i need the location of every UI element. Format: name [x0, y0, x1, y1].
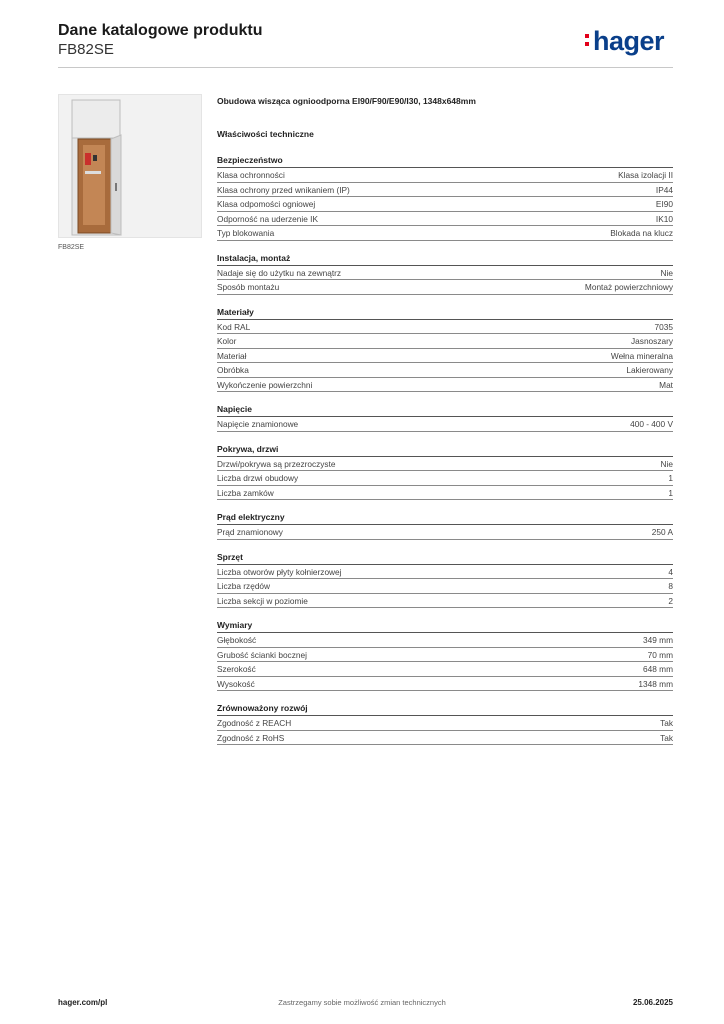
spec-row — [217, 226, 673, 241]
spec-label: Obróbka — [217, 365, 249, 375]
section-title: Pokrywa, drzwi — [217, 443, 673, 457]
spec-row — [217, 334, 673, 349]
spec-value: 4 — [668, 566, 673, 577]
spec-label: Kolor — [217, 336, 237, 346]
spec-value: 1 — [668, 473, 673, 483]
product-code: FB82SE — [58, 41, 114, 58]
spec-section — [217, 403, 673, 432]
spec-row — [217, 266, 673, 281]
spec-section — [217, 252, 673, 295]
cabinet-illustration — [59, 95, 201, 237]
spec-section — [217, 511, 673, 540]
spec-value: Tak — [660, 732, 673, 743]
spec-value: IP44 — [655, 184, 673, 195]
spec-label: Liczba drzwi obudowy — [217, 473, 299, 483]
spec-section — [217, 551, 673, 609]
spec-label: Sposób montażu — [217, 282, 280, 292]
spec-row — [217, 565, 673, 580]
spec-label: Liczba zamków — [217, 487, 274, 498]
spec-label: Drzwi/pokrywa są przezroczyste — [217, 458, 336, 469]
spec-sections — [217, 154, 673, 745]
spec-value: Tak — [660, 718, 673, 728]
section-title: Napięcie — [217, 403, 673, 417]
spec-row — [217, 212, 673, 227]
spec-row — [217, 731, 673, 746]
spec-row — [217, 525, 673, 540]
spec-row — [217, 594, 673, 609]
spec-label: Wysokość — [217, 678, 255, 689]
spec-label: Kod RAL — [217, 321, 251, 332]
spec-value: 8 — [668, 581, 673, 591]
logo-dots-icon — [585, 34, 589, 50]
spec-row — [217, 349, 673, 364]
spec-label: Szerokość — [217, 664, 256, 674]
spec-value: Mat — [659, 379, 673, 390]
section-title: Instalacja, montaż — [217, 252, 673, 266]
spec-label: Liczba otworów płyty kołnierzowej — [217, 566, 342, 577]
spec-label: Napięcie znamionowe — [217, 419, 299, 429]
spec-value: Lakierowany — [626, 365, 673, 375]
spec-value: 1 — [668, 487, 673, 498]
spec-row — [217, 716, 673, 731]
spec-value: 349 mm — [643, 635, 673, 645]
spec-label: Grubość ścianki bocznej — [217, 649, 307, 660]
hager-logo[interactable] — [593, 26, 664, 57]
spec-row — [217, 320, 673, 335]
spec-row — [217, 648, 673, 663]
spec-value: 400 - 400 V — [630, 419, 673, 429]
page-title: Dane katalogowe produktu — [58, 22, 263, 39]
footer-disclaimer: Zastrzegamy sobie możliwość zmian technicznych — [278, 998, 446, 1007]
spec-label: Prąd znamionowy — [217, 527, 283, 537]
spec-value: Montaż powierzchniowy — [584, 282, 673, 292]
spec-label: Odporność na uderzenie IK — [217, 213, 319, 224]
spec-row — [217, 363, 673, 378]
spec-row — [217, 378, 673, 393]
spec-value: Klasa izolacji II — [618, 170, 673, 180]
section-title: Prąd elektryczny — [217, 511, 673, 525]
section-title: Zrównoważony rozwój — [217, 702, 673, 716]
spec-label: Klasa ochrony przed wnikaniem (IP) — [217, 184, 350, 195]
section-title: Wymiary — [217, 619, 673, 633]
image-caption: FB82SE — [58, 244, 85, 251]
spec-row — [217, 677, 673, 692]
spec-value: 250 A — [651, 527, 673, 537]
footer-website[interactable]: hager.com/pl — [58, 998, 108, 1007]
spec-value: Nie — [660, 267, 673, 278]
section-title: Materiały — [217, 306, 673, 320]
spec-label: Materiał — [217, 350, 247, 361]
spec-label: Liczba sekcji w poziomie — [217, 595, 308, 606]
spec-row — [217, 280, 673, 295]
spec-label: Głębokość — [217, 635, 257, 645]
spec-section — [217, 702, 673, 745]
spec-label: Nadaje się do użytku na zewnątrz — [217, 267, 342, 278]
product-description: Obudowa wisząca ognioodporna EI90/F90/E90/I30, 1348x648mm — [217, 96, 476, 106]
spec-value: EI90 — [655, 199, 673, 209]
spec-row — [217, 417, 673, 432]
spec-value: IK10 — [655, 213, 673, 224]
logo-text: hager — [593, 26, 665, 56]
spec-value: Wełna mineralna — [610, 350, 673, 361]
spec-label: Klasa ochronności — [217, 170, 285, 180]
spec-section — [217, 619, 673, 691]
technical-properties-heading: Właściwości techniczne — [217, 129, 314, 139]
spec-label: Zgodność z RoHS — [217, 732, 285, 743]
spec-row — [217, 633, 673, 648]
product-image — [58, 94, 202, 238]
spec-value: Blokada na klucz — [610, 228, 673, 238]
spec-row — [217, 457, 673, 472]
spec-label: Typ blokowania — [217, 228, 275, 238]
spec-row — [217, 471, 673, 486]
spec-section — [217, 306, 673, 393]
spec-label: Klasa odpomości ogniowej — [217, 199, 316, 209]
footer-date: 25.06.2025 — [632, 998, 673, 1007]
spec-value: 648 mm — [643, 664, 673, 674]
spec-row — [217, 662, 673, 677]
spec-row — [217, 197, 673, 212]
spec-row — [217, 486, 673, 501]
spec-value: Jasnoszary — [631, 336, 673, 346]
spec-row — [217, 168, 673, 183]
section-title: Bezpieczeństwo — [217, 154, 673, 168]
spec-value: 1348 mm — [638, 678, 673, 689]
spec-label: Zgodność z REACH — [217, 718, 292, 728]
section-title: Sprzęt — [217, 551, 673, 565]
spec-label: Liczba rzędów — [217, 581, 271, 591]
spec-label: Wykończenie powierzchni — [217, 379, 313, 390]
spec-row — [217, 579, 673, 594]
spec-value: Nie — [660, 458, 673, 469]
spec-section — [217, 443, 673, 501]
spec-section — [217, 154, 673, 241]
spec-value: 70 mm — [647, 649, 673, 660]
spec-value: 7035 — [654, 321, 673, 332]
spec-value: 2 — [668, 595, 673, 606]
header-divider — [58, 67, 673, 68]
main-content — [217, 96, 673, 745]
spec-row — [217, 183, 673, 198]
